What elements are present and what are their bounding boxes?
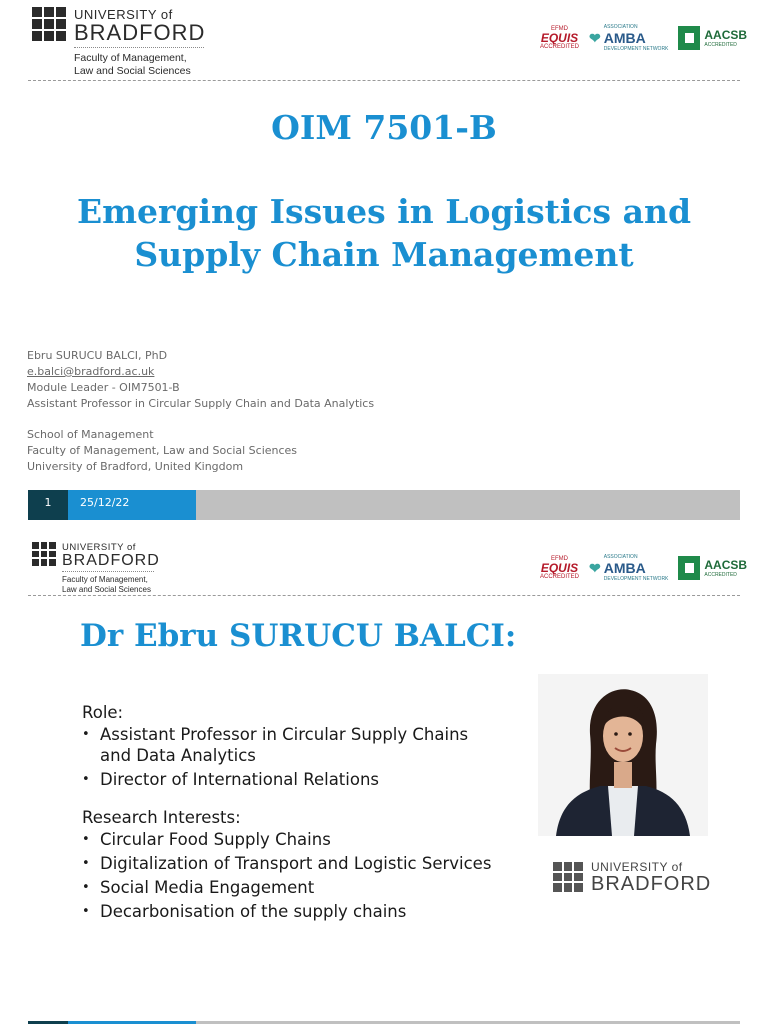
presenter-role1: Module Leader - OIM7501-B: [27, 381, 180, 394]
presenter-email-link[interactable]: e.balci@bradford.ac.uk: [27, 365, 155, 378]
university-logo-secondary: [553, 860, 711, 894]
slide-2: [0, 530, 768, 1024]
aacsb-mark-icon: [678, 26, 700, 50]
logo-line1: UNIVERSITY of: [591, 860, 683, 874]
list-item: • Circular Food Supply Chains: [82, 829, 502, 850]
presenter-info: [27, 348, 374, 475]
list-item: • Digitalization of Transport and Logistic Services: [82, 853, 502, 874]
module-title-line2: Supply Chain Management: [134, 235, 634, 274]
slide-footer: [28, 490, 740, 520]
university-logo: [32, 542, 160, 594]
accreditation-logos: [540, 24, 747, 52]
amba-logo: ❤ ASSOCIATION AMBA DEVELOPMENT NETWORK: [589, 24, 669, 52]
university-line2: BRADFORD: [74, 20, 206, 45]
logo-line2: BRADFORD: [591, 873, 712, 895]
aacsb-logo: AACSB ACCREDITED: [678, 26, 747, 50]
list-item: • Social Media Engagement: [82, 877, 502, 898]
university-line1: UNIVERSITY of: [62, 542, 136, 553]
header-divider: [28, 80, 740, 81]
slide-date: 25/12/22: [68, 490, 196, 520]
module-code: OIM 7501-B: [271, 108, 497, 147]
crest-icon: [32, 542, 56, 566]
module-title: [60, 190, 708, 276]
faculty-line1: Faculty of Management,: [74, 52, 187, 64]
faculty-line2: Law and Social Sciences: [62, 584, 151, 594]
school-name: School of Management: [27, 428, 154, 441]
list-item: • Assistant Professor in Circular Supply Chains and Data Analytics: [82, 724, 502, 766]
role-list: [82, 724, 502, 790]
presenter-name: Ebru SURUCU BALCI, PhD: [27, 349, 168, 362]
faculty-line1: Faculty of Management,: [62, 575, 148, 584]
slide-title: Dr Ebru SURUCU BALCI:: [80, 618, 517, 654]
university-line1: UNIVERSITY of: [74, 7, 173, 22]
equis-logo: EFMD EQUIS ACCREDITED: [540, 556, 580, 580]
aacsb-mark-icon: [678, 556, 700, 580]
accreditation-logos: [540, 554, 747, 582]
crest-icon: [32, 7, 66, 41]
bio-content: [82, 702, 502, 925]
equis-logo: EFMD EQUIS ACCREDITED: [540, 26, 580, 50]
research-list: [82, 829, 502, 922]
heart-icon: ❤: [589, 29, 601, 46]
page-number: 1: [28, 490, 68, 520]
crest-icon: [553, 862, 583, 892]
header-divider: [28, 595, 740, 596]
list-item: • Decarbonisation of the supply chains: [82, 901, 502, 922]
aacsb-logo: AACSB ACCREDITED: [678, 556, 747, 580]
faculty-line2: Law and Social Sciences: [74, 64, 191, 77]
university-logo: [32, 7, 205, 77]
profile-photo: [538, 674, 708, 836]
research-heading: Research Interests:: [82, 808, 241, 827]
heart-icon: ❤: [589, 559, 601, 576]
role-heading: Role:: [82, 703, 124, 722]
logo-divider: [62, 571, 154, 572]
faculty-name: Faculty of Management, Law and Social Sciences: [27, 444, 298, 457]
university-line2: BRADFORD: [62, 552, 160, 569]
presenter-role2: Assistant Professor in Circular Supply Chain and Data Analytics: [27, 397, 375, 410]
logo-divider: [74, 47, 204, 48]
list-item: • Director of International Relations: [82, 769, 502, 790]
module-title-line1: Emerging Issues in Logistics and: [76, 192, 692, 231]
amba-logo: ❤ ASSOCIATION AMBA DEVELOPMENT NETWORK: [589, 554, 669, 582]
university-name: University of Bradford, United Kingdom: [27, 460, 244, 473]
